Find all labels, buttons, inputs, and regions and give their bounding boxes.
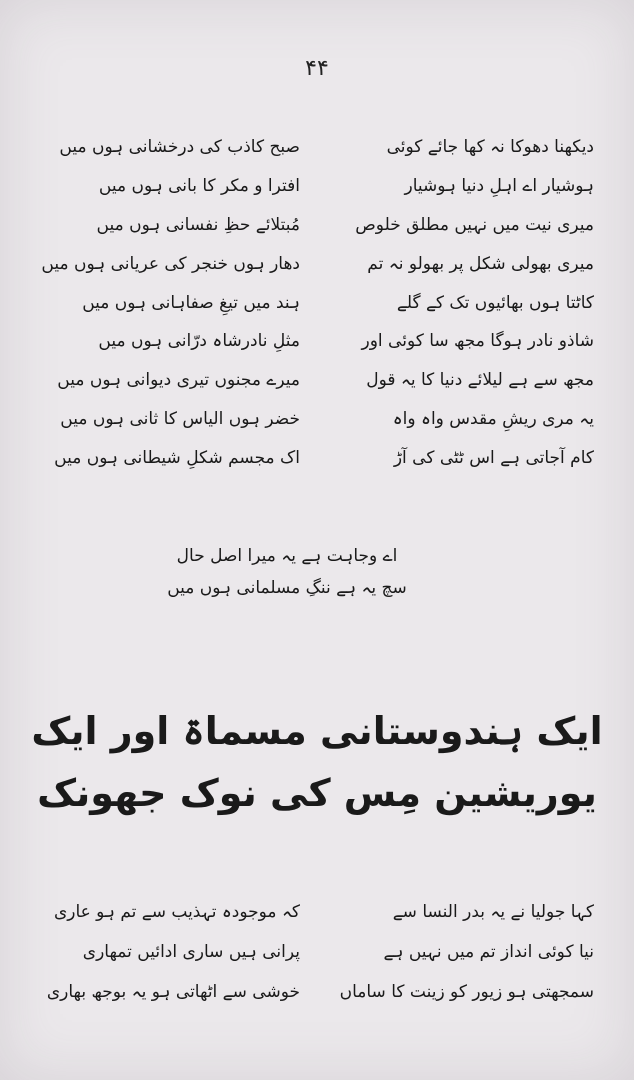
verse-line: خضر ہوں الیاس کا ثانی ہوں میں (60, 409, 300, 430)
verse-line: میری نیت میں نہیں مطلق خلوص (355, 214, 594, 235)
verse-line: کاٹتا ہوں بھائیوں تک کے گلے (396, 292, 594, 313)
poem2-left-column (30, 892, 300, 1012)
verse-line: کام آجاتی ہے اس ٹٹی کی آڑ (393, 448, 594, 469)
verse-line: خوشی سے اٹھاتی ہو یہ بوجھ بھاری (46, 982, 300, 1002)
verse-line: شاذو نادر ہوگا مجھ سا کوئی اور (361, 331, 594, 352)
verse-line: سمجھتی ہو زیور کو زینت کا ساماں (339, 982, 594, 1002)
verse-line: مُبتلائے حظِ نفسانی ہوں میں (96, 214, 300, 235)
verse-line: ہند میں تیغِ صفاہانی ہوں میں (82, 292, 300, 313)
verse-line: صبح کاذب کی درخشانی ہوں میں (59, 137, 300, 157)
couplet-line: اے وجاہت ہے یہ میرا اصل حال (176, 546, 398, 566)
verse-line: مثلِ نادرشاہ درّانی ہوں میں (98, 331, 300, 352)
title-line: ایک ہندوستانی مسماۃ اور ایک (31, 709, 603, 753)
closing-couplet (0, 540, 634, 604)
verse-line: دیکھنا دھوکا نہ کھا جائے کوئی (386, 137, 594, 157)
verse-line: میرے مجنوں تیری دیوانی ہوں میں (57, 370, 300, 391)
verse-line: افترا و مکر کا بانی ہوں میں (98, 175, 300, 196)
verse-line: ہوشیار اے اہلِ دنیا ہوشیار (404, 175, 594, 196)
verse-line: دھار ہوں خنجر کی عریانی ہوں میں (41, 253, 300, 274)
verse-line: کہا جولیا نے یہ بدر النسا سے (392, 902, 594, 922)
verse-line: یہ مری ریشِ مقدس واہ واہ (392, 409, 594, 430)
verse-line: پرانی ہیں ساری ادائیں تمھاری (82, 942, 300, 962)
poem-left-column (30, 128, 300, 478)
verse-line: میری بھولی شکل پر بھولو نہ تم (367, 253, 594, 274)
poem-title (0, 700, 634, 824)
poem2-right-column (324, 892, 594, 1012)
verse-line: نیا کوئی انداز تم میں نہیں ہے (383, 942, 594, 962)
verse-line: مجھ سے ہے لیلائے دنیا کا یہ قول (366, 370, 594, 391)
verse-line: اک مجسم شکلِ شیطانی ہوں میں (54, 448, 300, 469)
page-number: ۴۴ (305, 56, 329, 81)
couplet-line: سچ یہ ہے ننگِ مسلمانی ہوں میں (167, 578, 407, 598)
verse-line: کہ موجودہ تہذیب سے تم ہو عاری (53, 902, 300, 922)
poem-right-column (324, 128, 594, 478)
title-line: یوریشین مِس کی نوک جھونک (37, 771, 597, 815)
